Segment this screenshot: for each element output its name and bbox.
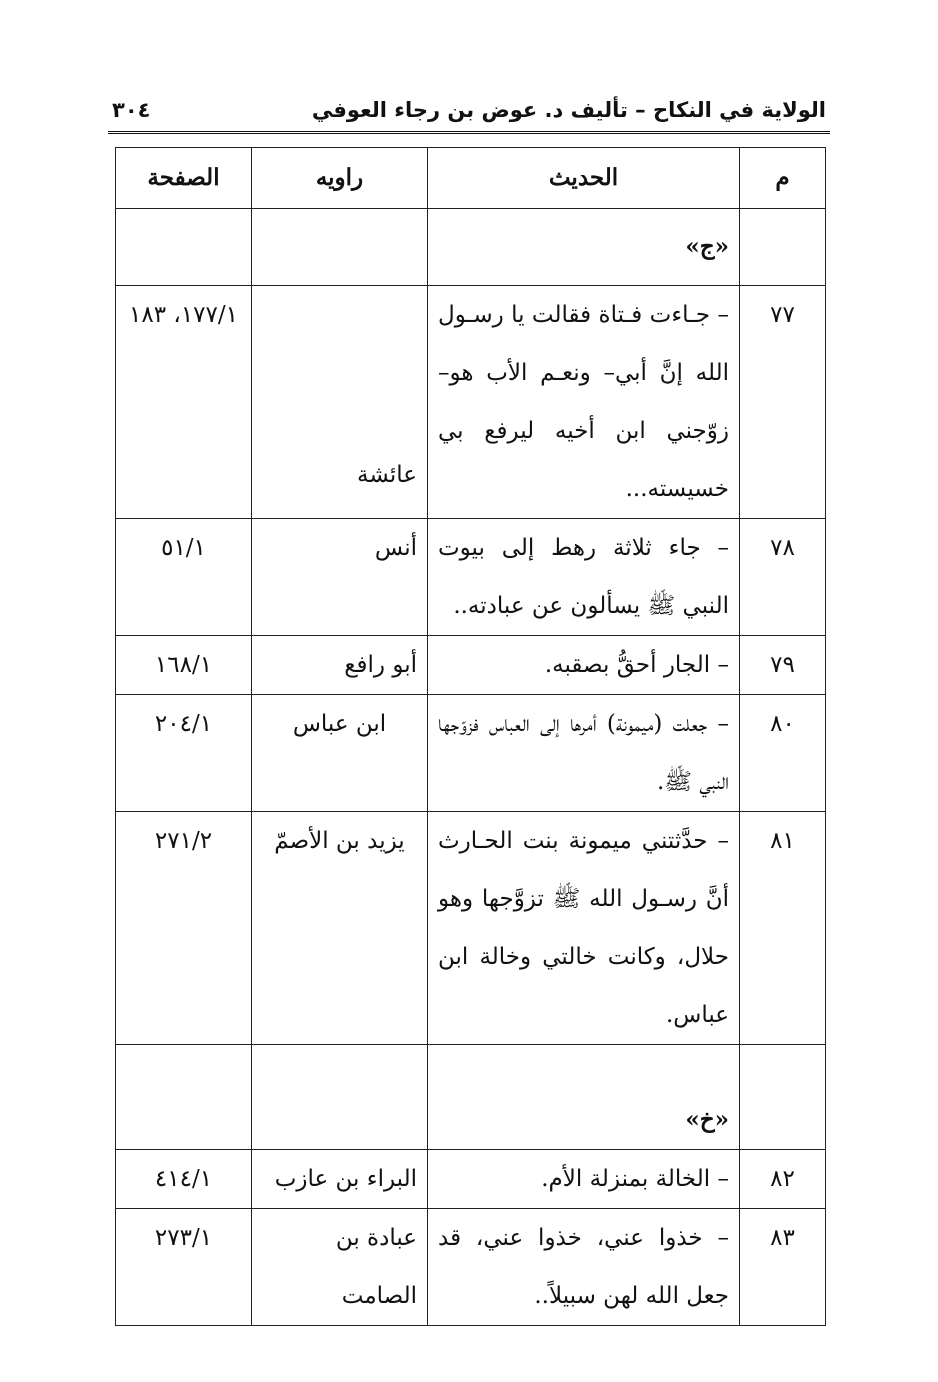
section-letter: «خ»: [428, 1045, 740, 1150]
hadith-number: ٧٧: [740, 286, 826, 519]
page-reference: ٤١٤/١: [116, 1150, 252, 1209]
hadith-text: – حدَّثتني ميمونة بنت الحـارث أنَّ رسـول الله ﷺ تزوَّجها وهو حلال، وكانت خالتي وخالة ابن عباس.: [428, 812, 740, 1045]
narrator: يزيد بن الأصمّ: [252, 812, 428, 1045]
table-row: [116, 695, 826, 812]
page-reference: ١٦٨/١: [116, 636, 252, 695]
narrator: أبو رافع: [252, 636, 428, 695]
hadith-number: ٨١: [740, 812, 826, 1045]
section-letter: «ج»: [428, 209, 740, 286]
hadith-number: ٨٣: [740, 1209, 826, 1326]
page-reference: ١٧٧/١، ١٨٣: [116, 286, 252, 519]
narrator: عائشة: [252, 286, 428, 519]
table-row: [116, 1209, 826, 1326]
hadith-number: ٨٠: [740, 695, 826, 812]
column-header-number: م: [740, 148, 826, 209]
hadith-text: – الخالة بمنزلة الأم.: [428, 1150, 740, 1209]
running-title: الولاية في النكاح – تأليف د. عوض بن رجاء العوفي: [311, 98, 826, 122]
hadith-text: – خذوا عني، خذوا عني، قد جعل الله لهن سبيلاً..: [428, 1209, 740, 1326]
hadith-text: – جاء ثلاثة رهط إلى بيوت النبي ﷺ يسألون عن عبادته..: [428, 519, 740, 636]
narrator: عبادة بن الصامت: [252, 1209, 428, 1326]
narrator: ابن عباس: [252, 695, 428, 812]
hadith-text: – جـاءت فـتاة فقالت يا رسـول الله إنَّ أبي– ونعـم الأب هو– زوّجني ابن أخيه ليرفع بي خسيسته...: [428, 286, 740, 519]
column-header-narrator: راويه: [252, 148, 428, 209]
hadith-text: – الجار أحقُّ بصقبه.: [428, 636, 740, 695]
hadith-index-table: [115, 147, 826, 1326]
hadith-number: ٧٨: [740, 519, 826, 636]
page-reference: ٢٧١/٢: [116, 812, 252, 1045]
page-reference: ٢٧٣/١: [116, 1209, 252, 1326]
table-row: [116, 636, 826, 695]
section-letter-row: [116, 209, 826, 286]
hadith-number: ٧٩: [740, 636, 826, 695]
header-rule: [108, 131, 830, 134]
table-row: [116, 812, 826, 1045]
page-number: ٣٠٤: [112, 98, 151, 122]
table-row: [116, 519, 826, 636]
narrator: البراء بن عازب: [252, 1150, 428, 1209]
table-row: [116, 1150, 826, 1209]
page-reference: ٥١/١: [116, 519, 252, 636]
hadith-text: – جعلت (ميمونة) أمرها إلى العباس فزوّجها النبي ﷺ.: [428, 695, 740, 812]
table-header-row: [116, 148, 826, 209]
section-letter-row: [116, 1045, 826, 1150]
page-header: [108, 96, 830, 132]
page-reference: ٢٠٤/١: [116, 695, 252, 812]
column-header-hadith: الحديث: [428, 148, 740, 209]
column-header-page: الصفحة: [116, 148, 252, 209]
table-row: [116, 286, 826, 519]
narrator: أنس: [252, 519, 428, 636]
hadith-number: ٨٢: [740, 1150, 826, 1209]
